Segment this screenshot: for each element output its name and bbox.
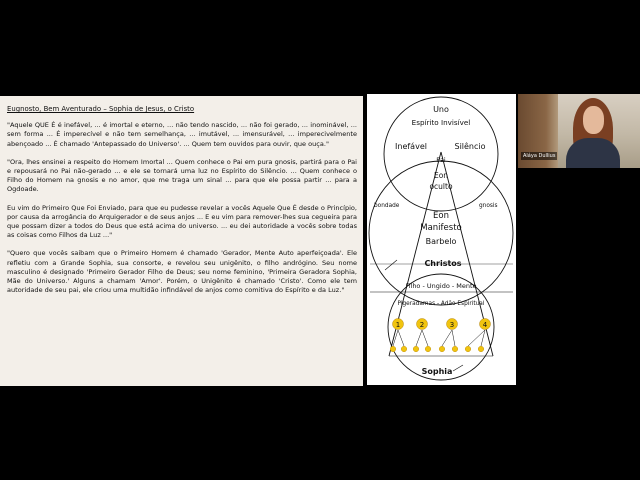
slide-text-panel <box>0 96 363 386</box>
number-1: 1 <box>395 321 401 329</box>
connector-lines <box>393 330 485 346</box>
quote-paragraph-1: "Aquele QUE É é inefável, ... é imortal e eterno, ... não tendo nascido, ... não foi gerado, ... inominável, ... sem forma ... É imperecível e não tem semelhança, ... imutável, ... imensurável, ... imperecivelmente abençoado ... É chamado 'Antepassado do Universo'. ... Quem tem ouvidos para ouvir, que ouça." <box>7 121 357 148</box>
participant-name-tag: Aláya Dullius <box>523 153 556 159</box>
label-eon-oculto-1: Eon <box>433 171 449 180</box>
label-uno: Uno <box>433 105 449 114</box>
christos-arrow <box>385 260 397 270</box>
number-2: 2 <box>419 321 425 329</box>
slide-title: Eugnosto, Bem Aventurado – Sophia de Jesus, o Cristo <box>7 105 195 113</box>
sophia-arrow <box>453 365 463 371</box>
label-pai: Pai <box>436 156 446 164</box>
diagram-svg <box>367 94 516 385</box>
label-gnosis: gnosis <box>479 203 498 209</box>
label-espirito-invisivel: Espírito Invisível <box>411 118 471 127</box>
participant-body <box>566 138 620 168</box>
circle-uno <box>384 97 498 211</box>
label-inefavel: Inefável <box>395 142 427 151</box>
quote-paragraph-4: "Quero que vocês saibam que o Primeiro Homem é chamado 'Gerador, Mente Auto aperfeiçoada'. Ele refletiu com a Grande Sophia, sua consorte, e revelou seu unigênito, o filho andrógino. Seu nome masculino é designado 'Primeiro Gerador Filho de Deus; seu nome feminino, 'Primeira Geradora Sophia, Mãe do Universo.' Alguns a chamam 'Amor'. Porém, o Unigênito é chamado 'Cristo'. Como ele tem autoridade de seu pai, ele criou uma multidão infindável de anjos como comitiva do Espírito e da Luz." <box>7 249 357 295</box>
participant-video-tile[interactable] <box>518 94 640 168</box>
label-sophia: Sophia <box>421 367 453 376</box>
label-eon-manifesto-2: Manifesto <box>420 223 462 233</box>
label-eon-oculto-2: oculto <box>429 182 453 191</box>
label-pigeradamas: Pigeradamas - Adão Espiritual <box>397 301 485 307</box>
label-eon-manifesto-1: Eon <box>433 211 449 221</box>
cosmology-diagram <box>367 94 516 385</box>
quote-paragraph-2: "Ora, lhes ensinei a respeito do Homem Imortal ... Quem conhece o Pai em pura gnosis, partirá para o Pai e repousará no Pai não-gerado ... e ele se tornará uma luz no Espírito do Silêncio. ... Quem conhece o Filho do Homem na gnosis e no amor, que me traga um sinal ... para que ele possa partir ... para a Ogdoade. <box>7 157 357 194</box>
number-4: 4 <box>482 321 488 329</box>
label-silencio: Silêncio <box>454 142 486 151</box>
label-christos: Christos <box>424 259 462 268</box>
number-3: 3 <box>449 321 455 329</box>
label-barbelo: Barbelo <box>425 237 457 246</box>
quote-paragraph-3: Eu vim do Primeiro Que Foi Enviado, para que eu pudesse revelar a vocês Aquele Que É desde o Princípio, por causa da arrogância do Arquigerador e de seus anjos ... E eu vim para remover-lhes sua cegueira para que possam dizer a todos do Deus que está acima do universo. ... eu dei autoridade a vocês sobre todas as coisas como Filhos da Luz ..." <box>7 203 357 240</box>
participant-face <box>583 106 604 134</box>
label-bondade: bondade <box>374 203 400 209</box>
label-filho-ungido-mente: Filho - Ungido - Mente <box>405 282 477 290</box>
gold-dots <box>390 346 484 352</box>
